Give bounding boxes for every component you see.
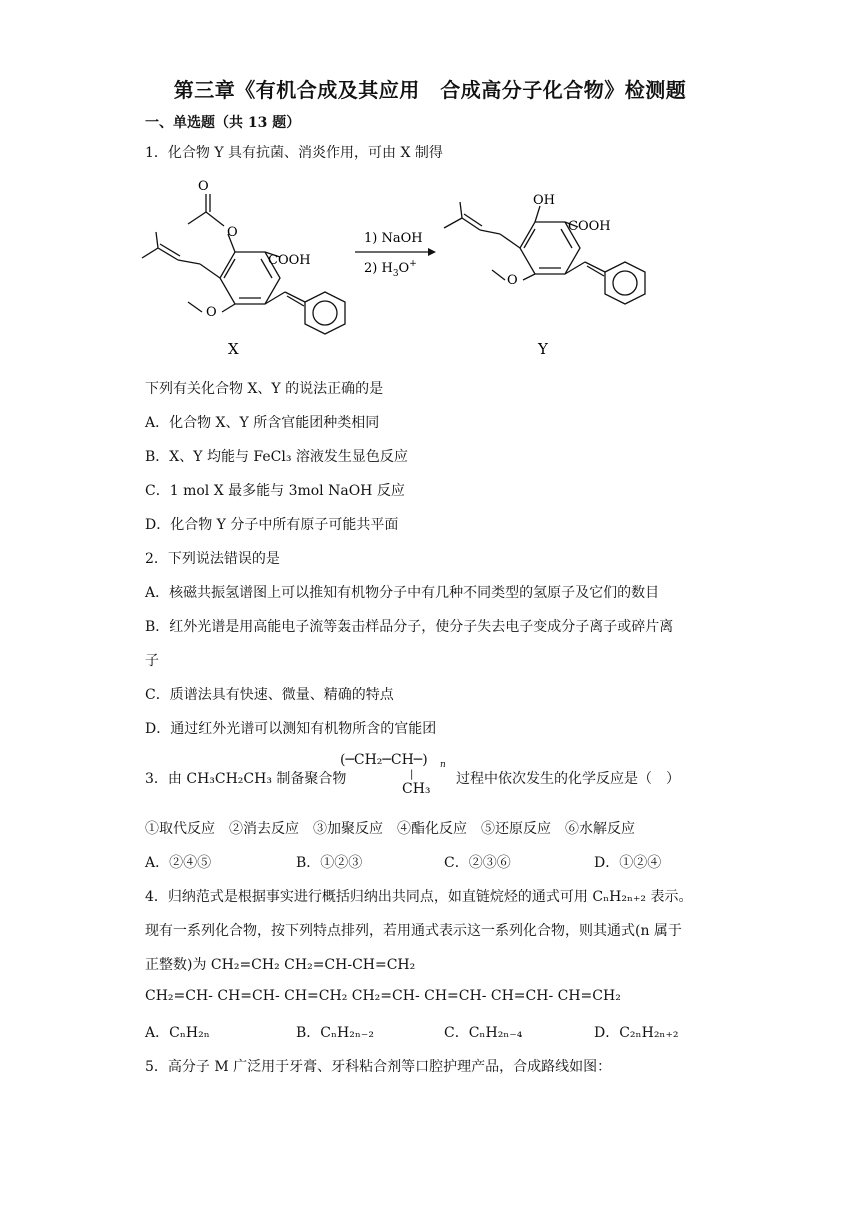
q2-option-b-cont: 子 bbox=[145, 653, 159, 669]
y-cooh: COOH bbox=[568, 219, 611, 234]
y-oh: OH bbox=[533, 193, 555, 208]
q1-question: 下列有关化合物 X、Y 的说法正确的是 bbox=[145, 381, 384, 397]
polymer-n: n bbox=[440, 760, 446, 770]
compound-y-structure bbox=[444, 202, 645, 304]
q4-line-2: 现有一系列化合物，按下列特点排列，若用通式表示这一系列化合物，则其通式(n 属于 bbox=[145, 923, 682, 939]
q2-option-c: C．质谱法具有快速、微量、精确的特点 bbox=[145, 687, 394, 703]
q3-option-d: D．①②④ bbox=[594, 855, 662, 871]
q4-option-c: C．CₙH₂ₙ₋₄ bbox=[444, 1025, 523, 1041]
polymer-branch-bond: | bbox=[410, 769, 414, 780]
q1-stem: 1．化合物 Y 具有抗菌、消炎作用，可由 X 制得 bbox=[145, 145, 443, 161]
q3-option-a: A．②④⑤ bbox=[145, 855, 212, 871]
reagent-step-1: 1) NaOH bbox=[364, 231, 423, 246]
q1-option-c: C．1 mol X 最多能与 3mol NaOH 反应 bbox=[145, 483, 405, 499]
q5-stem: 5．高分子 M 广泛用于牙膏、牙科粘合剂等口腔护理产品，合成路线如图： bbox=[145, 1059, 612, 1075]
polymer-main-chain: (─CH₂─CH─) bbox=[340, 752, 428, 768]
q2-option-b: B．红外光谱是用高能电子流等轰击样品分子，使分子失去电子变成分子离子或碎片离 bbox=[145, 619, 674, 635]
q4-option-a: A．CₙH₂ₙ bbox=[145, 1025, 210, 1041]
q1-reaction-figure bbox=[140, 172, 660, 362]
section-heading: 一、单选题（共 13 题） bbox=[145, 115, 301, 131]
q3-polymer-formula bbox=[340, 752, 454, 800]
q2-option-a: A．核磁共振氢谱图上可以推知有机物分子中有几种不同类型的氢原子及它们的数目 bbox=[145, 585, 660, 601]
polymer-methyl: CH₃ bbox=[402, 781, 431, 797]
x-label: X bbox=[228, 340, 239, 358]
q4-line-1: 4．归纳范式是根据事实进行概括归纳出共同点，如直链烷烃的通式可用 CₙH₂ₙ₊₂ 表示。 bbox=[145, 889, 693, 905]
q3-stem-a: 3．由 CH₃CH₂CH₃ 制备聚合物 bbox=[145, 771, 347, 787]
y-label: Y bbox=[538, 340, 548, 358]
q1-option-a: A．化合物 X、Y 所含官能团种类相同 bbox=[145, 415, 380, 431]
x-methoxy-o: O bbox=[206, 305, 217, 320]
q2-option-d: D．通过红外光谱可以测知有机物所含的官能团 bbox=[145, 721, 437, 737]
x-ester-o: O bbox=[227, 225, 238, 240]
x-carbonyl-o: O bbox=[198, 179, 209, 194]
q2-stem: 2．下列说法错误的是 bbox=[145, 551, 280, 567]
q4-option-b: B．CₙH₂ₙ₋₂ bbox=[296, 1025, 374, 1041]
page-title: 第三章《有机合成及其应用 合成高分子化合物》检测题 bbox=[173, 78, 687, 102]
q1-option-b: B．X、Y 均能与 FeCl₃ 溶液发生显色反应 bbox=[145, 449, 408, 465]
q4-option-d: D．C₂ₙH₂ₙ₊₂ bbox=[594, 1025, 679, 1041]
compound-x-structure bbox=[142, 194, 345, 334]
q3-option-c: C．②③⑥ bbox=[444, 855, 511, 871]
reagent-step-2: 2) $H_3O^+$ bbox=[364, 259, 417, 279]
q4-line-4: CH₂=CH- CH=CH- CH=CH₂ CH₂=CH- CH=CH- CH=CH- CH=CH₂ bbox=[145, 988, 621, 1004]
y-methoxy-o: O bbox=[507, 273, 518, 288]
q4-line-3: 正整数)为 CH₂=CH₂ CH₂=CH-CH=CH₂ bbox=[145, 957, 416, 973]
q1-option-d: D．化合物 Y 分子中所有原子可能共平面 bbox=[145, 517, 399, 533]
q3-option-b: B．①②③ bbox=[296, 855, 363, 871]
q3-reactions: ①取代反应 ②消去反应 ③加聚反应 ④酯化反应 ⑤还原反应 ⑥水解反应 bbox=[145, 821, 635, 837]
q3-stem-b: 过程中依次发生的化学反应是（ ） bbox=[456, 771, 680, 787]
x-cooh: COOH bbox=[268, 253, 311, 268]
